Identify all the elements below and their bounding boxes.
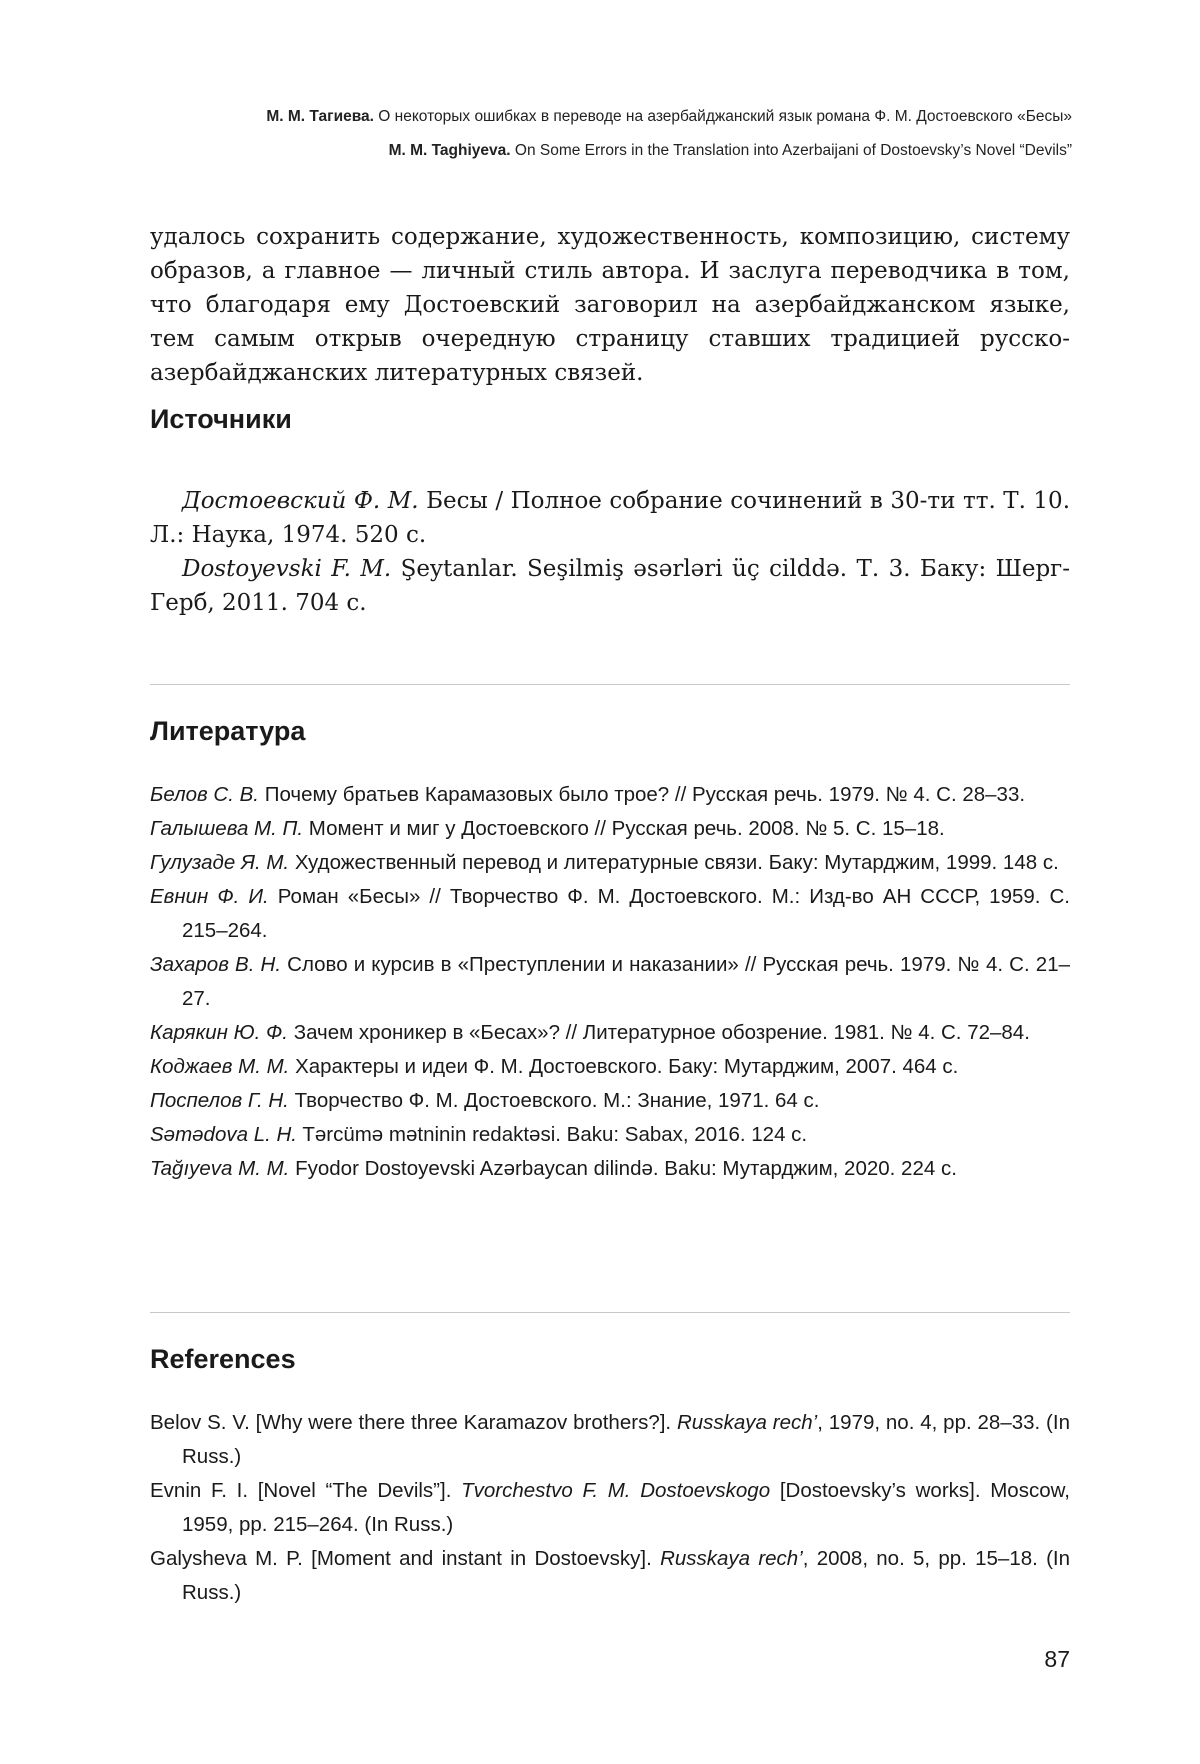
source-text: Бесы / Полное собрание сочинений в 30-ти тт. Т. 10. Л.: Наука, 1974. 520 с. xyxy=(150,488,1071,548)
literature-text: Fyodor Dostoyevski Azərbaycan dilində. Baku: Мутарджим, 2020. 224 с. xyxy=(295,1157,957,1180)
literature-author: Евнин Ф. И. xyxy=(150,885,269,908)
header-ru-author: М. М. Тагиева. xyxy=(266,108,374,125)
literature-author: Коджаев М. М. xyxy=(150,1055,290,1078)
section-divider xyxy=(150,684,1070,685)
literature-item xyxy=(150,1084,1070,1118)
sources-heading: Источники xyxy=(150,404,292,434)
literature-author: Гулузаде Я. М. xyxy=(150,851,290,874)
reference-journal: Russkaya rech’ xyxy=(676,1411,818,1434)
literature-author: Захаров В. Н. xyxy=(150,953,282,976)
source-item xyxy=(150,552,1070,620)
literature-text: Творчество Ф. М. Достоевского. М.: Знание, 1971. 64 с. xyxy=(294,1089,820,1112)
literature-item xyxy=(150,1016,1070,1050)
literature-item xyxy=(150,778,1070,812)
reference-journal: Russkaya rech’ xyxy=(660,1547,803,1570)
literature-author: Белов С. В. xyxy=(150,783,259,806)
reference-post: , 1979, no. 4, pp. 28–33. (In Russ.) xyxy=(182,1411,1070,1468)
literature-text: Художественный перевод и литературные связи. Баку: Мутарджим, 1999. 148 с. xyxy=(294,851,1059,874)
literature-heading: Литература xyxy=(150,716,306,746)
source-author: Dostoyevski F. M. xyxy=(182,556,392,582)
header-en-author: M. M. Taghiyeva. xyxy=(388,142,511,159)
running-header xyxy=(266,100,1072,168)
literature-item xyxy=(150,948,1070,1016)
reference-journal: Tvorchestvo F. M. Dostoevskogo xyxy=(461,1479,771,1502)
running-header-en xyxy=(266,134,1072,168)
literature-item xyxy=(150,1118,1070,1152)
literature-list xyxy=(150,778,1070,1186)
literature-item xyxy=(150,1050,1070,1084)
reference-pre: Evnin F. I. [Novel “The Devils”]. xyxy=(150,1479,452,1502)
reference-post: , 2008, no. 5, pp. 15–18. (In Russ.) xyxy=(182,1547,1071,1604)
source-author: Достоевский Ф. М. xyxy=(182,488,419,514)
literature-author: Поспелов Г. Н. xyxy=(150,1089,289,1112)
literature-text: Почему братьев Карамазовых было трое? // Русская речь. 1979. № 4. С. 28–33. xyxy=(264,783,1026,806)
source-text: Şeytanlar. Seşilmiş əsərləri üç cilddə. Т. 3. Баку: Шерг-Герб, 2011. 704 с. xyxy=(150,556,1070,616)
literature-item xyxy=(150,846,1070,880)
reference-item xyxy=(150,1542,1070,1610)
section-divider xyxy=(150,1312,1070,1313)
literature-text: Слово и курсив в «Преступлении и наказании» // Русская речь. 1979. № 4. С. 21–27. xyxy=(182,953,1070,1010)
reference-item xyxy=(150,1474,1070,1542)
body-paragraph: удалось сохранить содержание, художественность, композицию, систему образов, а главное — личный стиль автора. И заслуга переводчика в том, что благодаря ему Достоевский заговорил на азербайджанском языке, тем самым открыв очередную страницу ставших традицией русско-азербайджанских литературных связей. xyxy=(150,224,1070,386)
header-en-title: On Some Errors in the Translation into Azerbaijani of Dostoevsky’s Novel “Devils” xyxy=(514,142,1072,159)
literature-author: Галышева М. П. xyxy=(150,817,304,840)
literature-author: Карякин Ю. Ф. xyxy=(150,1021,289,1044)
source-item xyxy=(150,484,1070,552)
literature-text: Характеры и идеи Ф. М. Достоевского. Баку: Мутарджим, 2007. 464 с. xyxy=(295,1055,959,1078)
literature-item xyxy=(150,812,1070,846)
reference-post: [Dostoevsky’s works]. Moscow, 1959, pp. 215–264. (In Russ.) xyxy=(182,1479,1070,1536)
literature-text: Роман «Бесы» // Творчество Ф. М. Достоевского. М.: Изд-во АН СССР, 1959. С. 215–264. xyxy=(182,885,1070,942)
literature-text: Tərcümə mətninin redaktəsi. Baku: Sabax, 2016. 124 с. xyxy=(302,1123,808,1146)
references-list xyxy=(150,1406,1070,1610)
page-number: 87 xyxy=(1044,1646,1070,1672)
literature-text: Момент и миг у Достоевского // Русская речь. 2008. № 5. С. 15–18. xyxy=(308,817,945,840)
literature-item xyxy=(150,1152,1070,1186)
reference-item xyxy=(150,1406,1070,1474)
literature-text: Зачем хроникер в «Бесах»? // Литературное обозрение. 1981. № 4. С. 72–84. xyxy=(293,1021,1030,1044)
reference-pre: Belov S. V. [Why were there three Karamazov brothers?]. xyxy=(150,1411,672,1434)
literature-item xyxy=(150,880,1070,948)
running-header-ru xyxy=(266,100,1072,134)
references-heading: References xyxy=(150,1344,296,1374)
sources-list xyxy=(150,484,1070,620)
literature-author: Səmədova L. H. xyxy=(150,1123,297,1146)
header-ru-title: О некоторых ошибках в переводе на азербайджанский язык романа Ф. М. Достоевского «Бесы» xyxy=(378,108,1072,125)
literature-author: Tağıyeva M. M. xyxy=(150,1157,290,1180)
reference-pre: Galysheva M. P. [Moment and instant in Dostoevsky]. xyxy=(150,1547,652,1570)
